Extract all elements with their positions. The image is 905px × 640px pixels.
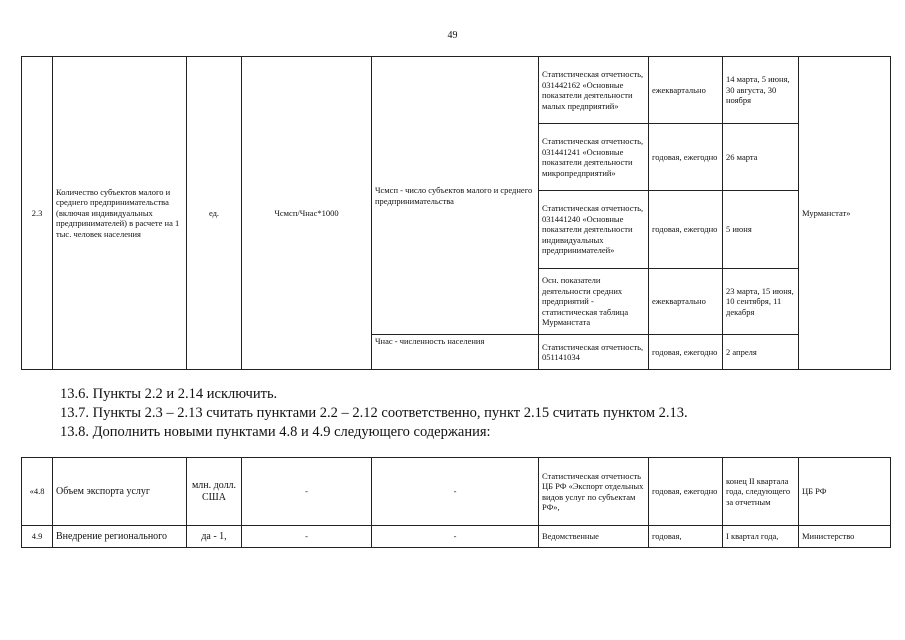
dates-cell: 14 марта, 5 июня, 30 августа, 30 ноября <box>723 57 799 124</box>
dates-cell: 26 марта <box>723 124 799 191</box>
source-cell: Статистическая отчетность, 031441240 «Основные показатели деятельности индивидуальных предпринимателей» <box>539 191 649 269</box>
period-cell: годовая, ежегодно <box>649 335 723 370</box>
formula-cell: - <box>242 526 372 548</box>
period-cell: ежеквартально <box>649 269 723 335</box>
dates-cell: I квартал года, <box>723 526 799 548</box>
variable-description: - <box>372 458 539 526</box>
indicator-name: Объем экспорта услуг <box>53 458 187 526</box>
dates-cell: 23 марта, 15 июня, 10 сентября, 11 декабря <box>723 269 799 335</box>
dates-cell: 5 июня <box>723 191 799 269</box>
unit-cell: млн. долл. США <box>187 458 242 526</box>
page-number: 49 <box>447 30 458 41</box>
source-cell: Статистическая отчетность, 051141034 <box>539 335 649 370</box>
period-cell: годовая, ежегодно <box>649 124 723 191</box>
responsible-cell: ЦБ РФ <box>799 458 891 526</box>
formula-cell: - <box>242 458 372 526</box>
unit-cell: ед. <box>187 57 242 370</box>
indicator-table-2-3 <box>21 56 891 370</box>
unit-cell: да - 1, <box>187 526 242 548</box>
variable-description: Чнас - численность населения <box>372 335 539 370</box>
variable-description: Чсмсп - число субъектов малого и среднего предпринимательства <box>372 57 539 335</box>
indicator-name: Внедрение регионального <box>53 526 187 548</box>
indicator-name: Количество субъектов малого и среднего предпринимательства (включая индивидуальных предпринимателей) в расчете на 1 тыс. человек населения <box>53 57 187 370</box>
period-cell: годовая, ежегодно <box>649 191 723 269</box>
source-cell: Статистическая отчетность ЦБ РФ «Экспорт отдельных видов услуг по субъектам РФ», <box>539 458 649 526</box>
paragraph: 13.8. Дополнить новыми пунктами 4.8 и 4.9 следующего содержания: <box>60 424 491 440</box>
source-cell: Статистическая отчетность, 031442162 «Основные показатели деятельности малых предприятий» <box>539 57 649 124</box>
row-number: 4.9 <box>22 526 53 548</box>
variable-description: - <box>372 526 539 548</box>
row-number: 2.3 <box>22 57 53 370</box>
row-number: «4.8 <box>22 458 53 526</box>
period-cell: годовая, ежегодно <box>649 458 723 526</box>
dates-cell: конец II квартала года, следующего за отчетным <box>723 458 799 526</box>
indicator-table-4-8-4-9 <box>21 457 891 548</box>
paragraph: 13.6. Пункты 2.2 и 2.14 исключить. <box>60 386 278 402</box>
dates-cell: 2 апреля <box>723 335 799 370</box>
paragraph: 13.7. Пункты 2.3 – 2.13 считать пунктами 2.2 – 2.12 соответственно, пункт 2.15 считать пунктом 2.13. <box>60 405 688 421</box>
responsible-cell: Мурманстат» <box>799 57 891 370</box>
formula-cell: Чсмсп/Чнас*1000 <box>242 57 372 370</box>
period-cell: годовая, <box>649 526 723 548</box>
source-cell: Ведомственные <box>539 526 649 548</box>
source-cell: Осн. показатели деятельности средних предприятий - статистическая таблица Мурманстата <box>539 269 649 335</box>
responsible-cell: Министерство <box>799 526 891 548</box>
period-cell: ежеквартально <box>649 57 723 124</box>
source-cell: Статистическая отчетность, 031441241 «Основные показатели деятельности микропредприятий» <box>539 124 649 191</box>
